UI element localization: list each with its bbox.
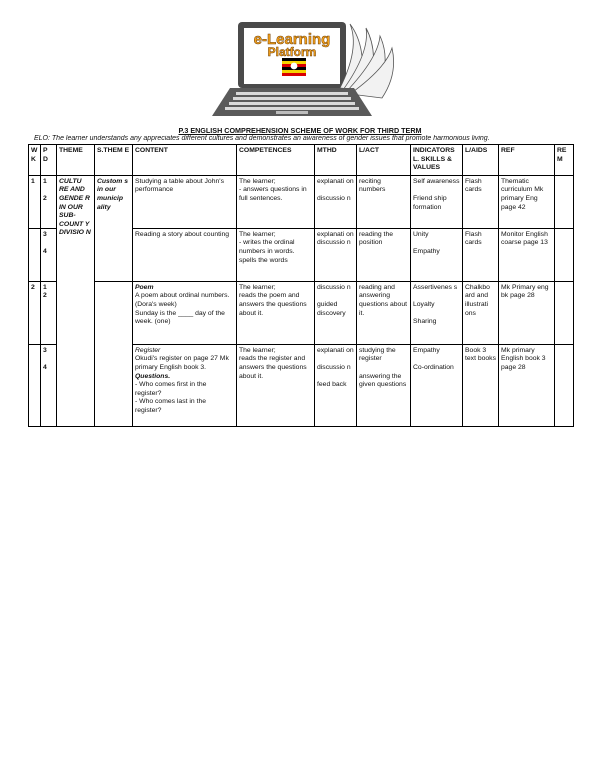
header-wk: W K: [29, 145, 41, 176]
header-indicators: INDICATORS L. SKILLS & VALUES: [411, 145, 463, 176]
aids-cell: Book 3 text books: [463, 344, 499, 426]
week-cell: [29, 228, 41, 281]
content-cell: Poem A poem about ordinal numbers. (Dora's week) Sunday is the ____ day of the week. (one): [133, 281, 237, 344]
remarks-cell: [555, 281, 574, 344]
content-cell: Studying a table about John's performance: [133, 175, 237, 228]
header-laids: L/AIDS: [463, 145, 499, 176]
header-ref: REF: [499, 145, 555, 176]
activity-cell: reciting numbers: [357, 175, 411, 228]
reference-cell: Monitor English coarse page 13: [499, 228, 555, 281]
activity-cell: studying the register answering the given questions: [357, 344, 411, 426]
activity-cell: reading the position: [357, 228, 411, 281]
aids-cell: Chalkbo ard and illustrati ons: [463, 281, 499, 344]
method-cell: discussio n guided discovery: [315, 281, 357, 344]
competences-cell: The learner; - writes the ordinal numbers in words. spells the words: [237, 228, 315, 281]
scheme-of-work-table: [28, 144, 574, 427]
reference-cell: Mk Primary eng bk page 28: [499, 281, 555, 344]
logo-line-2: Platform: [267, 45, 317, 59]
header-stheme: S.THEM E: [95, 145, 133, 176]
period-cell: 1 2: [41, 281, 57, 344]
table-row: [29, 281, 574, 344]
document-title: P.3 ENGLISH COMPREHENSION SCHEME OF WORK FOR THIRD TERM: [178, 126, 422, 135]
period-cell: 3 4: [41, 344, 57, 426]
remarks-cell: [555, 175, 574, 228]
activity-cell: reading and answering questions about it.: [357, 281, 411, 344]
competences-cell: The learner; reads the register and answers the questions about it.: [237, 344, 315, 426]
elearning-platform-logo: [200, 18, 400, 122]
method-cell: explanati on discussio n feed back: [315, 344, 357, 426]
period-cell: 1 2: [41, 175, 57, 228]
method-cell: explanati on discussio n: [315, 175, 357, 228]
header-row: [29, 145, 574, 176]
indicators-cell: Unity Empathy: [411, 228, 463, 281]
method-cell: explanati on discussio n: [315, 228, 357, 281]
week-cell: 2: [29, 281, 41, 344]
header-mthd: MTHD: [315, 145, 357, 176]
remarks-cell: [555, 344, 574, 426]
header-pd: P D: [41, 145, 57, 176]
week-cell: [29, 344, 41, 426]
reference-cell: Mk primary English book 3 page 28: [499, 344, 555, 426]
indicators-cell: Assertivenes s Loyalty Sharing: [411, 281, 463, 344]
content-cell: Reading a story about counting: [133, 228, 237, 281]
header-content: CONTENT: [133, 145, 237, 176]
table-row: [29, 175, 574, 228]
competences-cell: The learner; reads the poem and answers the questions about it.: [237, 281, 315, 344]
week-cell: 1: [29, 175, 41, 228]
period-cell: 3 4: [41, 228, 57, 281]
competences-cell: The learner; - answers questions in full sentences.: [237, 175, 315, 228]
remarks-cell: [555, 228, 574, 281]
header-rem: RE M: [555, 145, 574, 176]
reference-cell: Thematic curriculum Mk primary Eng page 42: [499, 175, 555, 228]
theme-cell: CULTU RE AND GENDE R IN OUR SUB-COUNT Y DIVISIO N: [57, 175, 95, 426]
indicators-cell: Empathy Co-ordination: [411, 344, 463, 426]
header-lact: L/ACT: [357, 145, 411, 176]
indicators-cell: Self awareness Friend ship formation: [411, 175, 463, 228]
subtheme-cell: [95, 281, 133, 426]
content-cell: Register Okudi's register on page 27 Mk primary English book 3. Questions. - Who comes first in the register? - Who comes last in the register?: [133, 344, 237, 426]
subtheme-cell: Custom s in our municip ality: [95, 175, 133, 281]
aids-cell: Flash cards: [463, 228, 499, 281]
aids-cell: Flash cards: [463, 175, 499, 228]
elo-statement: ELO: The learner understands any appreciates different cultures and demonstrates an awareness of gender issues that promote harmonious living.: [34, 135, 490, 142]
logo-line-1: e-Learning: [253, 31, 331, 48]
header-competences: COMPETENCES: [237, 145, 315, 176]
header-theme: THEME: [57, 145, 95, 176]
